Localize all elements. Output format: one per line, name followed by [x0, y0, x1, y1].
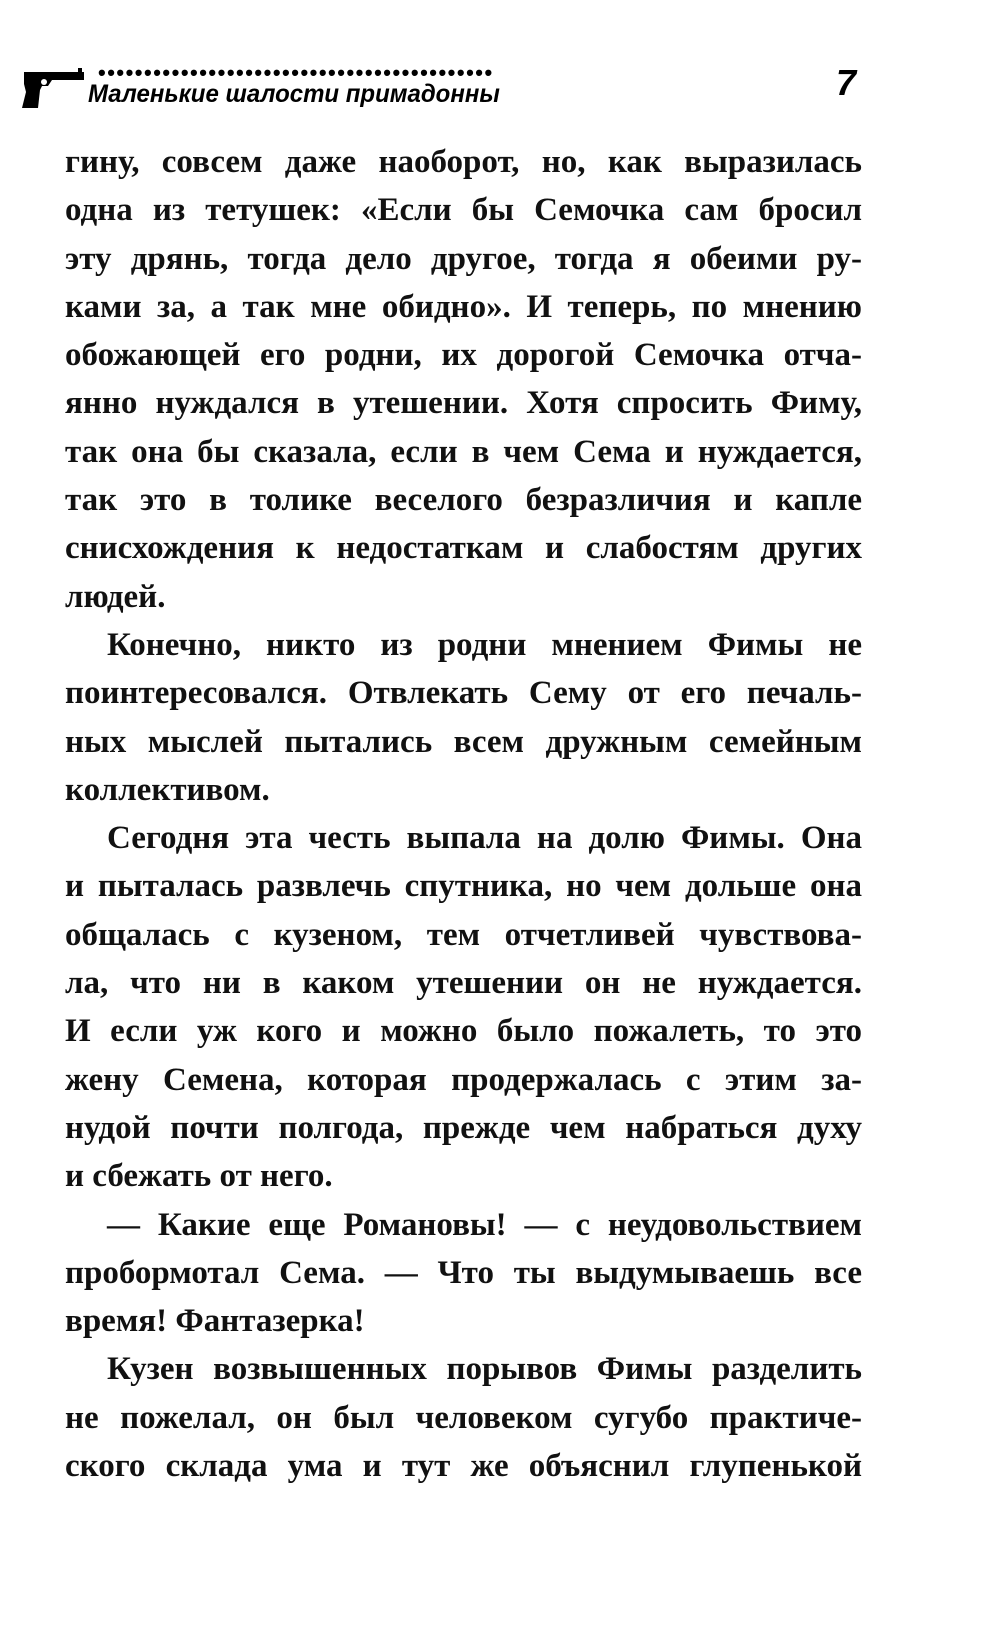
text-line: снисхождения к недостаткам и слабостям других: [65, 530, 862, 567]
running-title: Маленькие шалости примадонны: [88, 80, 500, 108]
dotted-rule: •••••••••••••••••••••••••••••••••••••••••••: [98, 60, 494, 85]
text-line: И если уж кого и можно было пожалеть, то это: [65, 1013, 862, 1050]
text-line: людей.: [65, 578, 166, 615]
text-line: эту дрянь, тогда дело другое, тогда я обеими ру-: [65, 240, 862, 277]
text-line: янно нуждался в утешении. Хотя спросить Фиму,: [65, 385, 862, 422]
text-line: не пожелал, он был человеком сугубо практиче-: [65, 1399, 862, 1436]
text-line: так это в толике веселого безразличия и капле: [65, 482, 862, 519]
text-line: пробормотал Сема. — Что ты выдумываешь все: [65, 1254, 862, 1291]
text-line: общалась с кузеном, тем отчетливей чувствова-: [65, 916, 862, 953]
text-line: ла, что ни в каком утешении он не нуждается.: [65, 965, 862, 1002]
text-line: — Какие еще Романовы! — с неудовольствием: [107, 1206, 862, 1243]
paragraph: [65, 814, 862, 1200]
text-line: обожающей его родни, их дорогой Семочка отча-: [65, 337, 862, 374]
text-line: время! Фантазерка!: [65, 1303, 365, 1340]
text-line: жену Семена, которая продержалась с этим за-: [65, 1061, 862, 1098]
text-line: Конечно, никто из родни мнением Фимы не: [107, 626, 862, 663]
body-text: [65, 138, 862, 1490]
text-line: гину, совсем даже наоборот, но, как выразилась: [65, 144, 862, 180]
text-line: поинтересовался. Отвлекать Сему от его печаль-: [65, 675, 862, 712]
text-line: Кузен возвышенных порывов Фимы разделить: [107, 1351, 862, 1388]
text-line: и пыталась развлечь спутника, но чем дольше она: [65, 868, 862, 905]
paragraph: [65, 1201, 862, 1346]
text-line: одна из тетушек: «Если бы Семочка сам бросил: [65, 192, 862, 229]
revolver-icon: [18, 68, 88, 110]
paragraph: [65, 1345, 862, 1490]
text-line: ками за, а так мне обидно». И теперь, по мнению: [65, 288, 862, 325]
text-line: ского склада ума и тут же объяснил глупенькой: [65, 1448, 862, 1485]
page-number: 7: [836, 62, 857, 103]
text-line: ных мыслей пытались всем дружным семейным: [65, 723, 862, 760]
text-line: и сбежать от него.: [65, 1158, 333, 1195]
running-header: [18, 60, 868, 120]
paragraph: [65, 621, 862, 814]
text-line: Сегодня эта честь выпала на долю Фимы. Она: [107, 820, 862, 857]
text-line: коллективом.: [65, 771, 270, 808]
text-line: нудой почти полгода, прежде чем набраться духу: [65, 1109, 862, 1146]
text-line: так она бы сказала, если в чем Сема и нуждается,: [65, 433, 862, 470]
paragraph: [65, 138, 862, 621]
